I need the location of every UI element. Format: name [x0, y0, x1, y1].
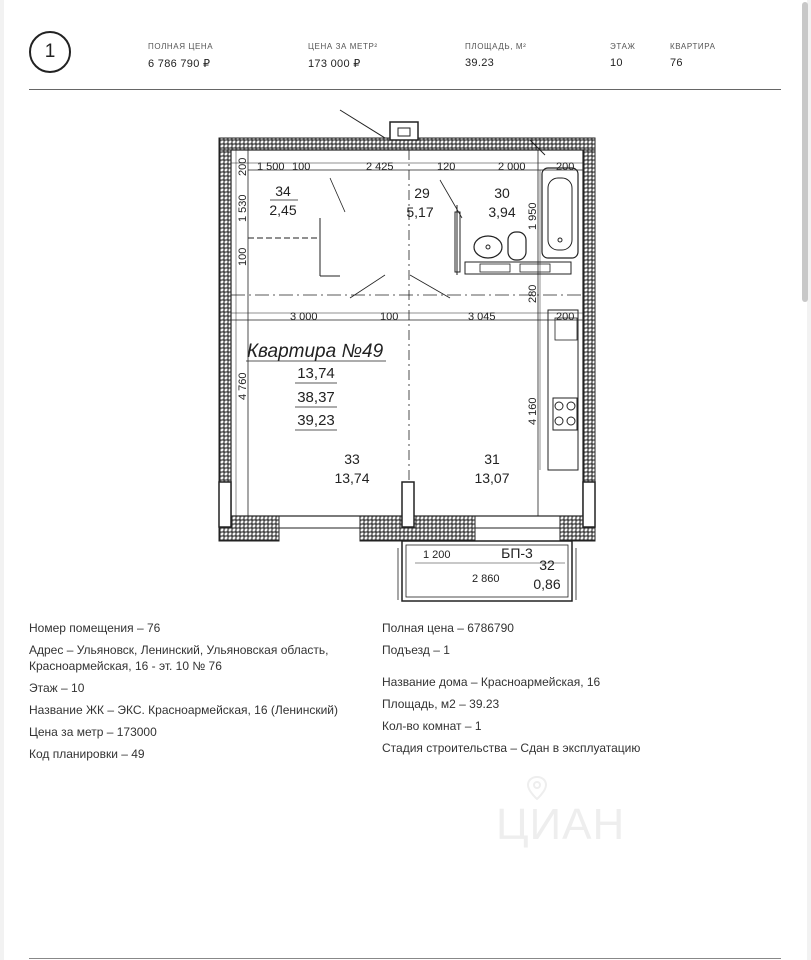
detail-construction-stage: Стадия строительства – Сдан в эксплуатацию [382, 741, 641, 755]
header-apartment [670, 42, 716, 69]
room-area: 5,17 [406, 204, 434, 220]
dim-text: 4 760 [237, 372, 249, 400]
header-price-per-meter [308, 42, 378, 70]
floor-plan [210, 105, 610, 610]
details-left-column [29, 620, 359, 768]
room-area: 13,07 [474, 470, 510, 486]
apartment-area-2: 38,37 [297, 389, 335, 406]
header-value: 76 [670, 57, 683, 69]
balcony-label: БП-3 [501, 545, 533, 561]
header-label: ПЛОЩАДЬ, М² [465, 42, 527, 51]
header-divider [29, 89, 781, 90]
detail-address: Адрес – Ульяновск, Ленинский, Ульяновская область, Красноармейская, 16 - эт. 10 № 76 [29, 643, 329, 673]
room-area: 0,86 [533, 576, 561, 592]
apartment-area-3: 39,23 [297, 412, 335, 429]
room-number: 33 [344, 451, 360, 467]
header-label: ЭТАЖ [610, 42, 636, 51]
page-number-badge: 1 [29, 31, 71, 73]
apartment-title: Квартира №49 [246, 341, 384, 362]
header-label: ЦЕНА ЗА МЕТР² [308, 42, 378, 51]
details-right-column [382, 620, 762, 762]
dim-text: 200 [556, 161, 575, 173]
dim-text: 100 [380, 311, 399, 323]
detail-price-per-meter: Цена за метр – 173000 [29, 725, 157, 739]
header-label: КВАРТИРА [670, 42, 716, 51]
dim-text: 1 530 [237, 194, 249, 222]
dim-text: 1 200 [423, 549, 451, 561]
dim-text: 2 425 [366, 161, 394, 173]
header-value: 10 [610, 57, 623, 69]
header-full-price [148, 42, 213, 70]
watermark-pin-icon [527, 776, 547, 800]
dim-text: 2 000 [498, 161, 526, 173]
detail-layout-code: Код планировки – 49 [29, 747, 145, 761]
dim-text: 2 860 [472, 573, 500, 585]
dim-text: 120 [437, 161, 456, 173]
dim-text: 3 000 [290, 311, 318, 323]
room-number: 29 [414, 185, 430, 201]
room-area: 2,45 [269, 202, 297, 218]
dim-text: 4 160 [527, 397, 539, 425]
detail-floor: Этаж – 10 [29, 681, 85, 695]
dim-text: 200 [556, 311, 575, 323]
detail-entrance: Подъезд – 1 [382, 643, 450, 657]
room-number: 32 [539, 557, 555, 573]
watermark-logo: ЦИАН [496, 800, 626, 849]
room-number: 30 [494, 185, 510, 201]
room-area: 3,94 [488, 204, 516, 220]
detail-rooms-count: Кол-во комнат – 1 [382, 719, 482, 733]
room-number: 31 [484, 451, 500, 467]
dim-text: 280 [527, 284, 539, 303]
footer-divider [29, 958, 781, 959]
header-value: 6 786 790 ₽ [148, 58, 211, 70]
apartment-area-1: 13,74 [297, 365, 335, 382]
dim-text: 100 [237, 247, 249, 266]
header-area [465, 42, 526, 69]
room-number: 34 [275, 183, 291, 199]
header-floor [610, 42, 636, 69]
dim-text: 100 [292, 161, 311, 173]
header-value: 39.23 [465, 57, 495, 69]
header-value: 173 000 ₽ [308, 58, 361, 70]
dim-text: 3 045 [468, 311, 496, 323]
page-edge-left [0, 0, 4, 960]
detail-house-name: Название дома – Красноармейская, 16 [382, 675, 601, 689]
detail-full-price: Полная цена – 6786790 [382, 621, 514, 635]
dim-text: 1 950 [527, 202, 539, 230]
header-label: ПОЛНАЯ ЦЕНА [148, 42, 214, 51]
scrollbar[interactable] [802, 2, 808, 302]
room-area: 13,74 [334, 470, 370, 486]
dim-text: 200 [237, 157, 249, 176]
detail-complex-name: Название ЖК – ЭКС. Красноармейская, 16 (Ленинский) [29, 703, 338, 717]
dim-text: 1 500 [257, 161, 285, 173]
detail-area: Площадь, м2 – 39.23 [382, 697, 500, 711]
detail-room-number: Номер помещения – 76 [29, 621, 161, 635]
